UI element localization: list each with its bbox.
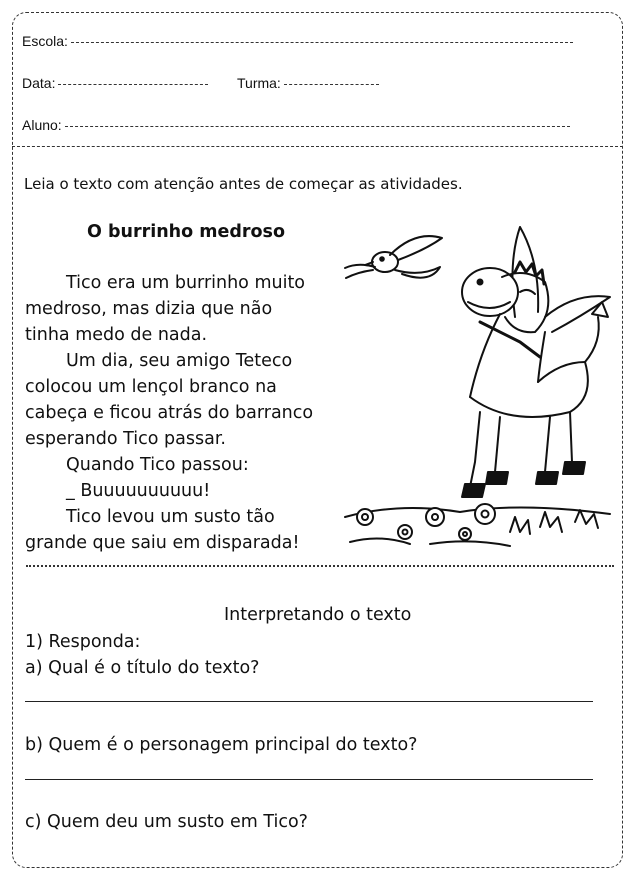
- date-input-line[interactable]: [58, 83, 208, 85]
- story-line: _ Buuuuuuuuuu!: [66, 481, 211, 501]
- flowers-icon: [345, 504, 610, 546]
- story-line: Quando Tico passou:: [66, 455, 249, 475]
- header-separator: [12, 146, 623, 147]
- story-line: cabeça e ficou atrás do barranco: [25, 403, 314, 423]
- donkey-and-bird-icon: [340, 222, 615, 557]
- section-divider: [26, 565, 614, 567]
- date-label: Data:: [22, 75, 56, 91]
- story-line: Tico levou um susto tão: [66, 507, 275, 527]
- student-field: [22, 117, 570, 133]
- date-field: [22, 75, 208, 91]
- bird-icon: [345, 236, 442, 278]
- student-input-line[interactable]: [65, 125, 570, 127]
- donkey-icon: [462, 227, 610, 497]
- story-line: Tico era um burrinho muito: [66, 273, 306, 293]
- story-line: esperando Tico passar.: [25, 429, 226, 449]
- story-text: [25, 270, 345, 556]
- question-a: a) Qual é o título do texto?: [25, 658, 260, 678]
- student-label: Aluno:: [22, 117, 62, 133]
- question-b: b) Quem é o personagem principal do texto?: [25, 735, 418, 755]
- school-input-line[interactable]: [71, 41, 573, 43]
- school-label: Escola:: [22, 33, 68, 49]
- class-field: [237, 75, 379, 91]
- answer-line-a[interactable]: [25, 701, 593, 702]
- story-line: Um dia, seu amigo Teteco: [66, 351, 293, 371]
- activity-prompt: 1) Responda:: [25, 632, 141, 652]
- instructions: Leia o texto com atenção antes de começar as atividades.: [24, 175, 463, 193]
- story-line: grande que saiu em disparada!: [25, 533, 300, 553]
- school-field: [22, 33, 573, 49]
- class-label: Turma:: [237, 75, 281, 91]
- question-c: c) Quem deu um susto em Tico?: [25, 812, 308, 832]
- story-title: O burrinho medroso: [87, 222, 285, 242]
- story-line: colocou um lençol branco na: [25, 377, 277, 397]
- activity-heading: Interpretando o texto: [224, 605, 412, 625]
- story-line: tinha medo de nada.: [25, 325, 208, 345]
- story-line: medroso, mas dizia que não: [25, 299, 273, 319]
- answer-line-b[interactable]: [25, 779, 593, 780]
- class-input-line[interactable]: [284, 83, 379, 85]
